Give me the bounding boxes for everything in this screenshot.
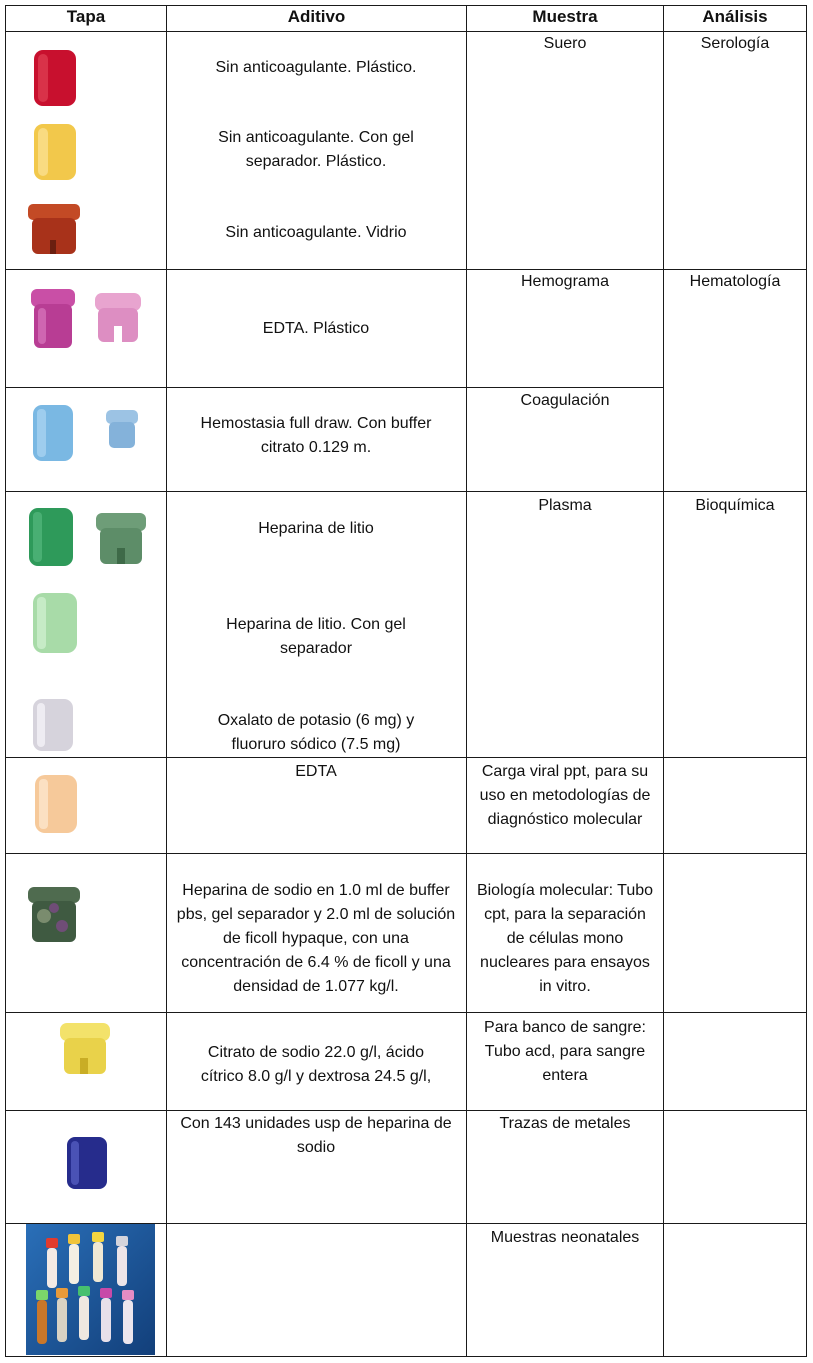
row-divider-4: [5, 757, 807, 758]
aditivo-r8: Con 143 unidades usp de heparina de sodio: [180, 1115, 452, 1156]
light-blue-cap-icon: [30, 402, 76, 464]
yellow-cap-icon: [58, 1020, 112, 1078]
red-cap-icon: [30, 46, 80, 108]
green-cap-icon: [26, 505, 76, 569]
dark-green-cap-icon: [94, 510, 148, 568]
peach-cap-icon: [32, 772, 80, 836]
row-divider-6: [5, 1012, 807, 1013]
red-glass-cap-icon: [26, 200, 82, 258]
neonatal-tubes-photo-icon: [26, 1224, 155, 1355]
header-tapa: Tapa: [66, 7, 106, 26]
lavender-cap-icon: [28, 286, 78, 352]
aditivo-r4-2: Heparina de litio. Con gel separador: [226, 616, 406, 657]
column-divider-3: [663, 5, 664, 1357]
aditivo-r3: Hemostasia full draw. Con buffer citrato 0.129 m.: [200, 415, 432, 456]
table-border-bottom: [5, 1356, 807, 1357]
muestra-r7: Para banco de sangre: Tubo acd, para sangre entera: [484, 1019, 646, 1084]
row-divider-2: [5, 387, 663, 388]
column-divider-1: [166, 5, 167, 1357]
header-aditivo: Aditivo: [287, 7, 346, 26]
row-divider-5: [5, 853, 807, 854]
gold-cap-icon: [30, 120, 80, 182]
table-border-left: [5, 5, 6, 1357]
muestra-r2: Hemograma: [520, 273, 610, 290]
muestra-r4: Plasma: [538, 497, 592, 514]
aditivo-r1-2: Sin anticoagulante. Con gel separador. Plástico.: [218, 129, 414, 170]
navy-cap-icon: [64, 1134, 110, 1192]
aditivo-r2: EDTA. Plástico: [262, 320, 370, 337]
row-divider-3: [5, 491, 807, 492]
aditivo-r6: Heparina de sodio en 1.0 ml de buffer pbs, gel separador y 2.0 ml de solución de ficoll hypaque, con una concentración de 6.4 % de ficoll y una densidad de 1.077 kg/l.: [176, 882, 456, 995]
header-muestra: Muestra: [532, 7, 598, 26]
muestra-r8: Trazas de metales: [499, 1115, 631, 1132]
aditivo-r7: Citrato de sodio 22.0 g/l, ácido cítrico 8.0 g/l y dextrosa 24.5 g/l,: [200, 1044, 432, 1085]
small-blue-cap-icon: [104, 408, 140, 452]
row-divider-7: [5, 1110, 807, 1111]
aditivo-r5: EDTA: [295, 763, 337, 780]
analisis-r2: Hematología: [689, 273, 781, 290]
muestra-r1: Suero: [543, 35, 587, 52]
aditivo-r1-3: Sin anticoagulante. Vidrio: [225, 224, 407, 241]
muestra-r9: Muestras neonatales: [490, 1229, 640, 1246]
column-divider-2: [466, 5, 467, 1357]
muestra-r6: Biología molecular: Tubo cpt, para la separación de células mono nucleares para ensayos in vitro.: [476, 882, 654, 995]
aditivo-r1-1: Sin anticoagulante. Plástico.: [215, 59, 417, 76]
muestra-r5: Carga viral ppt, para su uso en metodologías de diagnóstico molecular: [479, 763, 651, 828]
aditivo-r4-1: Heparina de litio: [258, 520, 374, 537]
camo-cap-icon: [26, 884, 82, 946]
pink-cap-icon: [92, 290, 144, 346]
gray-cap-icon: [30, 696, 76, 754]
analisis-r1: Serología: [700, 35, 770, 52]
light-green-cap-icon: [30, 590, 80, 656]
muestra-r3: Coagulación: [520, 392, 610, 409]
analisis-r4: Bioquímica: [695, 497, 775, 514]
header-analisis: Análisis: [702, 7, 768, 26]
aditivo-r4-3: Oxalato de potasio (6 mg) y fluoruro sódico (7.5 mg): [217, 712, 415, 753]
table-border-right: [806, 5, 807, 1357]
